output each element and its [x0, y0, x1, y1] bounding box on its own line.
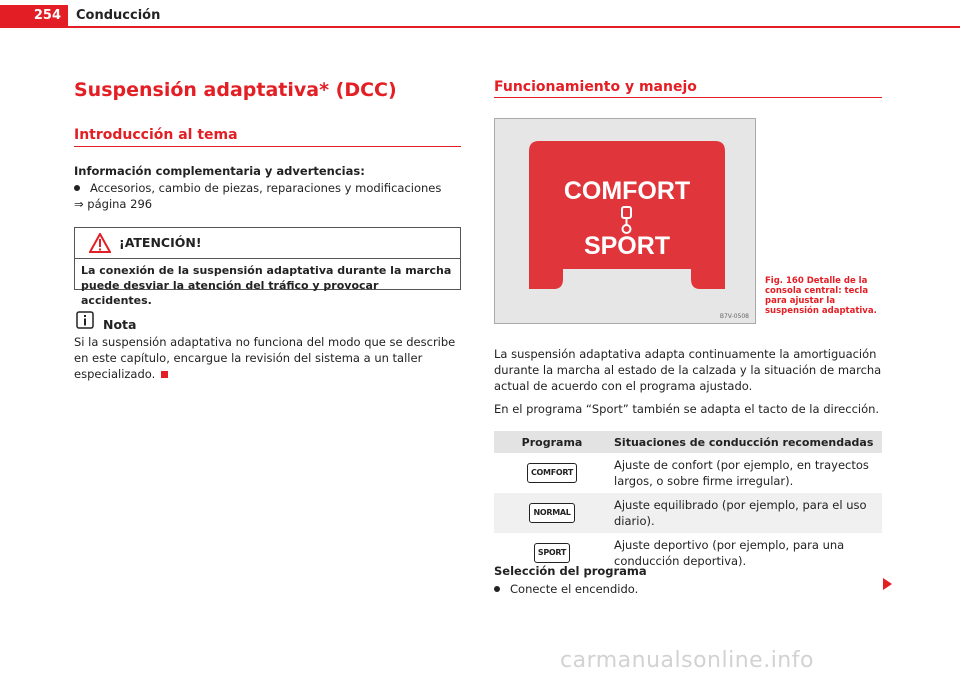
figure-comfort-sport-button [494, 118, 756, 324]
right-subtitle-rule [494, 97, 882, 98]
table-header-row [494, 431, 882, 453]
info-heading: Información complementaria y advertencias: [74, 164, 365, 178]
note-title: Nota [103, 317, 137, 332]
selection-bullet-text: Conecte el encendido. [510, 582, 639, 596]
note-icon [76, 311, 94, 329]
warning-header [75, 228, 460, 259]
left-subtitle: Introducción al tema [74, 127, 238, 143]
bullet-dot [494, 586, 500, 592]
comfort-key-icon: COMFORT [527, 463, 577, 483]
right-subtitle: Funcionamiento y manejo [494, 79, 697, 95]
info-bullet [74, 180, 464, 212]
note-text: Si la suspensión adaptativa no funciona del modo que se describe en este capítulo, encargue la revisión del sistema a un taller especializado. [74, 335, 456, 381]
warning-box [74, 227, 461, 307]
page-header [0, 0, 960, 28]
column-header-program: Programa [494, 431, 610, 453]
next-page-arrow-icon[interactable] [883, 578, 892, 590]
table-row [494, 493, 882, 533]
comfort-sport-button-illustration [495, 119, 755, 323]
selection-heading: Selección del programa [494, 564, 647, 578]
button-label-sport: SPORT [583, 232, 671, 260]
table-cell-desc: Ajuste de confort (por ejemplo, en trayectos largos, o sobre firme irregular). [614, 458, 869, 488]
paragraph-sport: En el programa “Sport” también se adapta el tacto de la dirección. [494, 402, 880, 416]
watermark: carmanualsonline.info [560, 648, 814, 673]
selection-bullet [494, 581, 638, 597]
section-title: Conducción [76, 8, 161, 23]
column-header-situations: Situaciones de conducción recomendadas [610, 431, 882, 453]
warning-title: ¡ATENCIÓN! [119, 235, 202, 250]
warning-triangle-icon [89, 233, 111, 253]
figure-caption: Fig. 160 Detalle de la consola central: tecla para ajustar la suspensión adaptativa. [765, 276, 877, 316]
end-marker-icon [161, 371, 168, 378]
table-cell-desc: Ajuste deportivo (por ejemplo, para una conducción deportiva). [614, 538, 845, 568]
figure-code: B7V-0508 [719, 313, 749, 320]
page-reference-link[interactable]: ⇒ página 296 [74, 197, 153, 211]
page-number: 254 [0, 5, 68, 27]
warning-text: La conexión de la suspensión adaptativa durante la marcha puede desviar la atención del tráfico y provocar accidentes. [81, 264, 452, 307]
sport-key-icon: SPORT [534, 543, 570, 563]
left-subtitle-rule [74, 146, 461, 147]
bullet-dot [74, 185, 80, 191]
note-paragraph [74, 334, 466, 382]
info-bullet-text: Accesorios, cambio de piezas, reparaciones y modificaciones [90, 181, 442, 195]
button-label-comfort: COMFORT [563, 177, 691, 205]
header-rule [0, 26, 960, 28]
page-title: Suspensión adaptativa* (DCC) [74, 79, 397, 101]
table-row [494, 453, 882, 493]
program-table [494, 431, 882, 573]
normal-key-icon: NORMAL [529, 503, 574, 523]
paragraph-adaptive: La suspensión adaptativa adapta continuamente la amortiguación durante la marcha al estado de la calzada y la situación de marcha actual de acuerdo con el programa ajustado. [494, 347, 882, 393]
table-cell-desc: Ajuste equilibrado (por ejemplo, para el uso diario). [610, 493, 882, 533]
